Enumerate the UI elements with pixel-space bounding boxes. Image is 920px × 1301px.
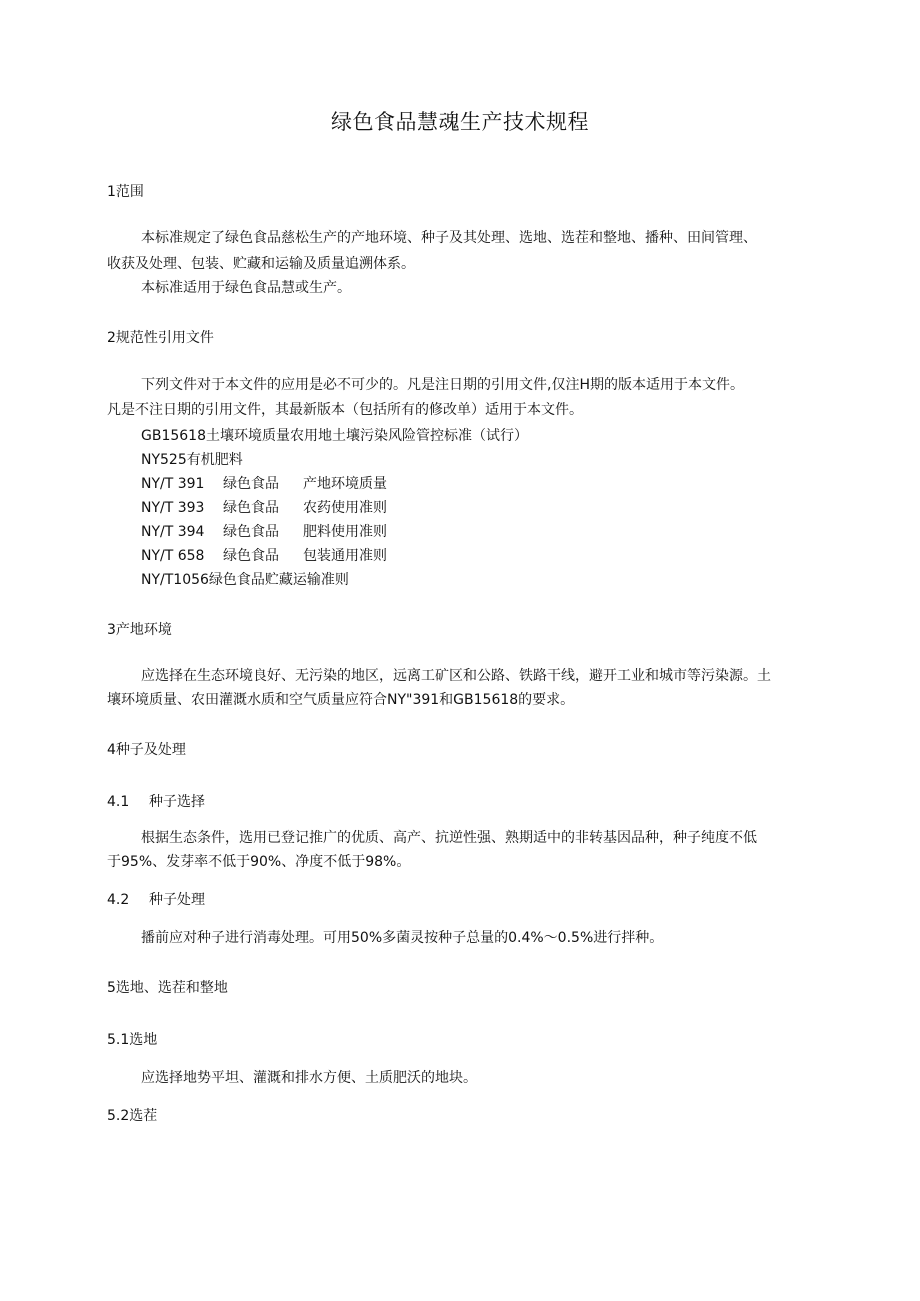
reference-code: NY/T 393 bbox=[141, 500, 205, 516]
section-1-paragraph-line: 收获及处理、包装、贮藏和运输及质量追溯体系。 bbox=[107, 256, 415, 272]
reference-name: 产地环境质量 bbox=[303, 476, 387, 492]
section-3-heading: 3产地环境 bbox=[107, 622, 172, 638]
reference-category: 绿色食品 bbox=[223, 524, 279, 540]
reference-category: 绿色食品 bbox=[223, 500, 279, 516]
subsection-4-2-paragraph: 播前应对种子进行消毒处理。可用50%多菌灵按种子总量的0.4%～0.5%进行拌种。 bbox=[141, 930, 664, 946]
reference-item bbox=[141, 498, 387, 518]
reference-category: 绿色食品 bbox=[223, 476, 279, 492]
subsection-4-1-paragraph-line: 于95%、发芽率不低于90%、净度不低于98%。 bbox=[107, 854, 411, 870]
subsection-number: 4.2 bbox=[107, 892, 130, 908]
section-4-heading: 4种子及处理 bbox=[107, 742, 186, 758]
reference-item bbox=[141, 546, 387, 566]
subsection-4-1-paragraph-line: 根据生态条件，选用已登记推广的优质、高产、抗逆性强、熟期适中的非转基因品种，种子纯度不低 bbox=[141, 830, 757, 846]
reference-name: 包装通用准则 bbox=[303, 548, 387, 564]
section-2-paragraph-line: 下列文件对于本文件的应用是必不可少的。凡是注日期的引用文件,仅注H期的版本适用于本文件。 bbox=[141, 377, 744, 393]
subsection-5-2-heading: 5.2选茬 bbox=[107, 1108, 158, 1124]
reference-name: 肥料使用准则 bbox=[303, 524, 387, 540]
subsection-5-1-paragraph: 应选择地势平坦、灌溉和排水方便、土质肥沃的地块。 bbox=[141, 1070, 477, 1086]
section-2-paragraph-line: 凡是不注日期的引用文件，其最新版本（包括所有的修改单）适用于本文件。 bbox=[107, 402, 583, 418]
reference-name: 农药使用准则 bbox=[303, 500, 387, 516]
reference-code: NY/T 658 bbox=[141, 548, 205, 564]
reference-code: NY/T 394 bbox=[141, 524, 205, 540]
section-2-heading: 2规范性引用文件 bbox=[107, 330, 214, 346]
reference-item bbox=[141, 474, 387, 494]
section-1-paragraph-line: 本标准规定了绿色食品慈松生产的产地环境、种子及其处理、选地、选茬和整地、播种、田间管理、 bbox=[141, 230, 757, 246]
reference-category: 绿色食品 bbox=[223, 548, 279, 564]
section-1-scope-line: 本标准适用于绿色食品慧或生产。 bbox=[141, 280, 351, 296]
section-1-heading: 1范围 bbox=[107, 184, 144, 200]
subsection-title: 种子处理 bbox=[149, 892, 205, 908]
subsection-4-1-heading bbox=[107, 792, 205, 812]
reference-item: NY/T1056绿色食品贮藏运输准则 bbox=[141, 572, 349, 588]
section-3-paragraph-line: 壤环境质量、农田灌溉水质和空气质量应符合NY"391和GB15618的要求。 bbox=[107, 692, 575, 708]
document-title: 绿色食品慧魂生产技术规程 bbox=[331, 110, 589, 134]
section-5-heading: 5选地、选茬和整地 bbox=[107, 980, 228, 996]
reference-code: NY/T 391 bbox=[141, 476, 205, 492]
subsection-title: 种子选择 bbox=[149, 794, 205, 810]
subsection-number: 4.1 bbox=[107, 794, 130, 810]
reference-item: GB15618土壤环境质量农用地土壤污染风险管控标准（试行） bbox=[141, 428, 528, 444]
section-3-paragraph-line: 应选择在生态环境良好、无污染的地区，远离工矿区和公路、铁路干线，避开工业和城市等污染源。土 bbox=[141, 668, 771, 684]
reference-item: NY525有机肥料 bbox=[141, 452, 243, 468]
subsection-5-1-heading: 5.1选地 bbox=[107, 1032, 158, 1048]
subsection-4-2-heading bbox=[107, 890, 205, 910]
reference-item bbox=[141, 522, 387, 542]
